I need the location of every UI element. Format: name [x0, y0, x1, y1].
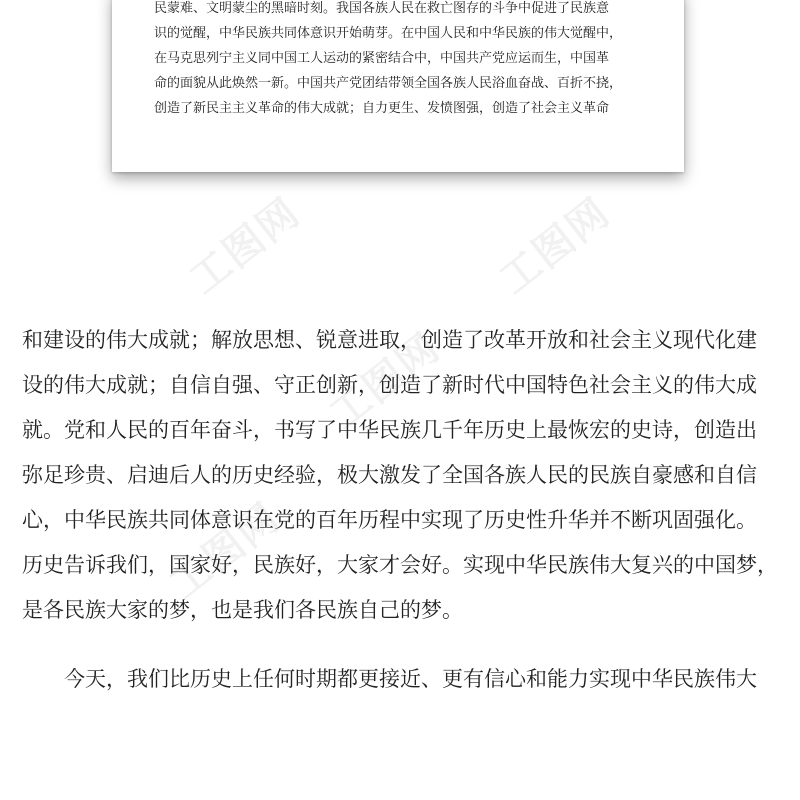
body-text-line: 就。党和人民的百年奋斗，书写了中华民族几千年历史上最恢宏的史诗，创造出	[22, 418, 757, 442]
body-text-line: 设的伟大成就；自信自强、守正创新，创造了新时代中国特色社会主义的伟大成	[22, 373, 757, 397]
watermark: 工图网	[321, 324, 449, 439]
preview-text-line: 创造了新民主主义革命的伟大成就；自力更生、发愤图强，创造了社会主义革命	[154, 101, 610, 116]
body-text-line: 和建设的伟大成就；解放思想、锐意进取，创造了改革开放和社会主义现代化建	[22, 328, 757, 352]
paragraph-start-line: 今天，我们比历史上任何时期都更接近、更有信心和能力实现中华民族伟大	[64, 667, 757, 691]
watermark: 工图网	[181, 189, 309, 304]
preview-text-line: 识的觉醒，中华民族共同体意识开始萌芽。在中国人民和中华民族的伟大觉醒中，	[154, 26, 623, 41]
watermark: 工图网	[161, 494, 289, 609]
preview-text-line: 民蒙难、文明蒙尘的黑暗时刻。我国各族人民在救亡图存的斗争中促进了民族意	[154, 1, 610, 16]
document-page-preview	[112, 0, 684, 172]
body-text-line: 历史告诉我们，国家好，民族好，大家才会好。实现中华民族伟大复兴的中国梦，	[22, 553, 778, 577]
body-text-line: 心，中华民族共同体意识在党的百年历程中实现了历史性升华并不断巩固强化。	[22, 508, 757, 532]
watermark: 工图网	[491, 189, 619, 304]
body-text-line: 是各民族大家的梦，也是我们各民族自己的梦。	[22, 598, 463, 622]
body-text-line: 弥足珍贵、启迪后人的历史经验，极大激发了全国各族人民的民族自豪感和自信	[22, 463, 757, 487]
preview-text-line: 命的面貌从此焕然一新。中国共产党团结带领全国各族人民浴血奋战、百折不挠，	[154, 76, 623, 91]
preview-text-line: 在马克思列宁主义同中国工人运动的紧密结合中，中国共产党应运而生，中国革	[154, 51, 610, 66]
article-body	[22, 318, 782, 702]
